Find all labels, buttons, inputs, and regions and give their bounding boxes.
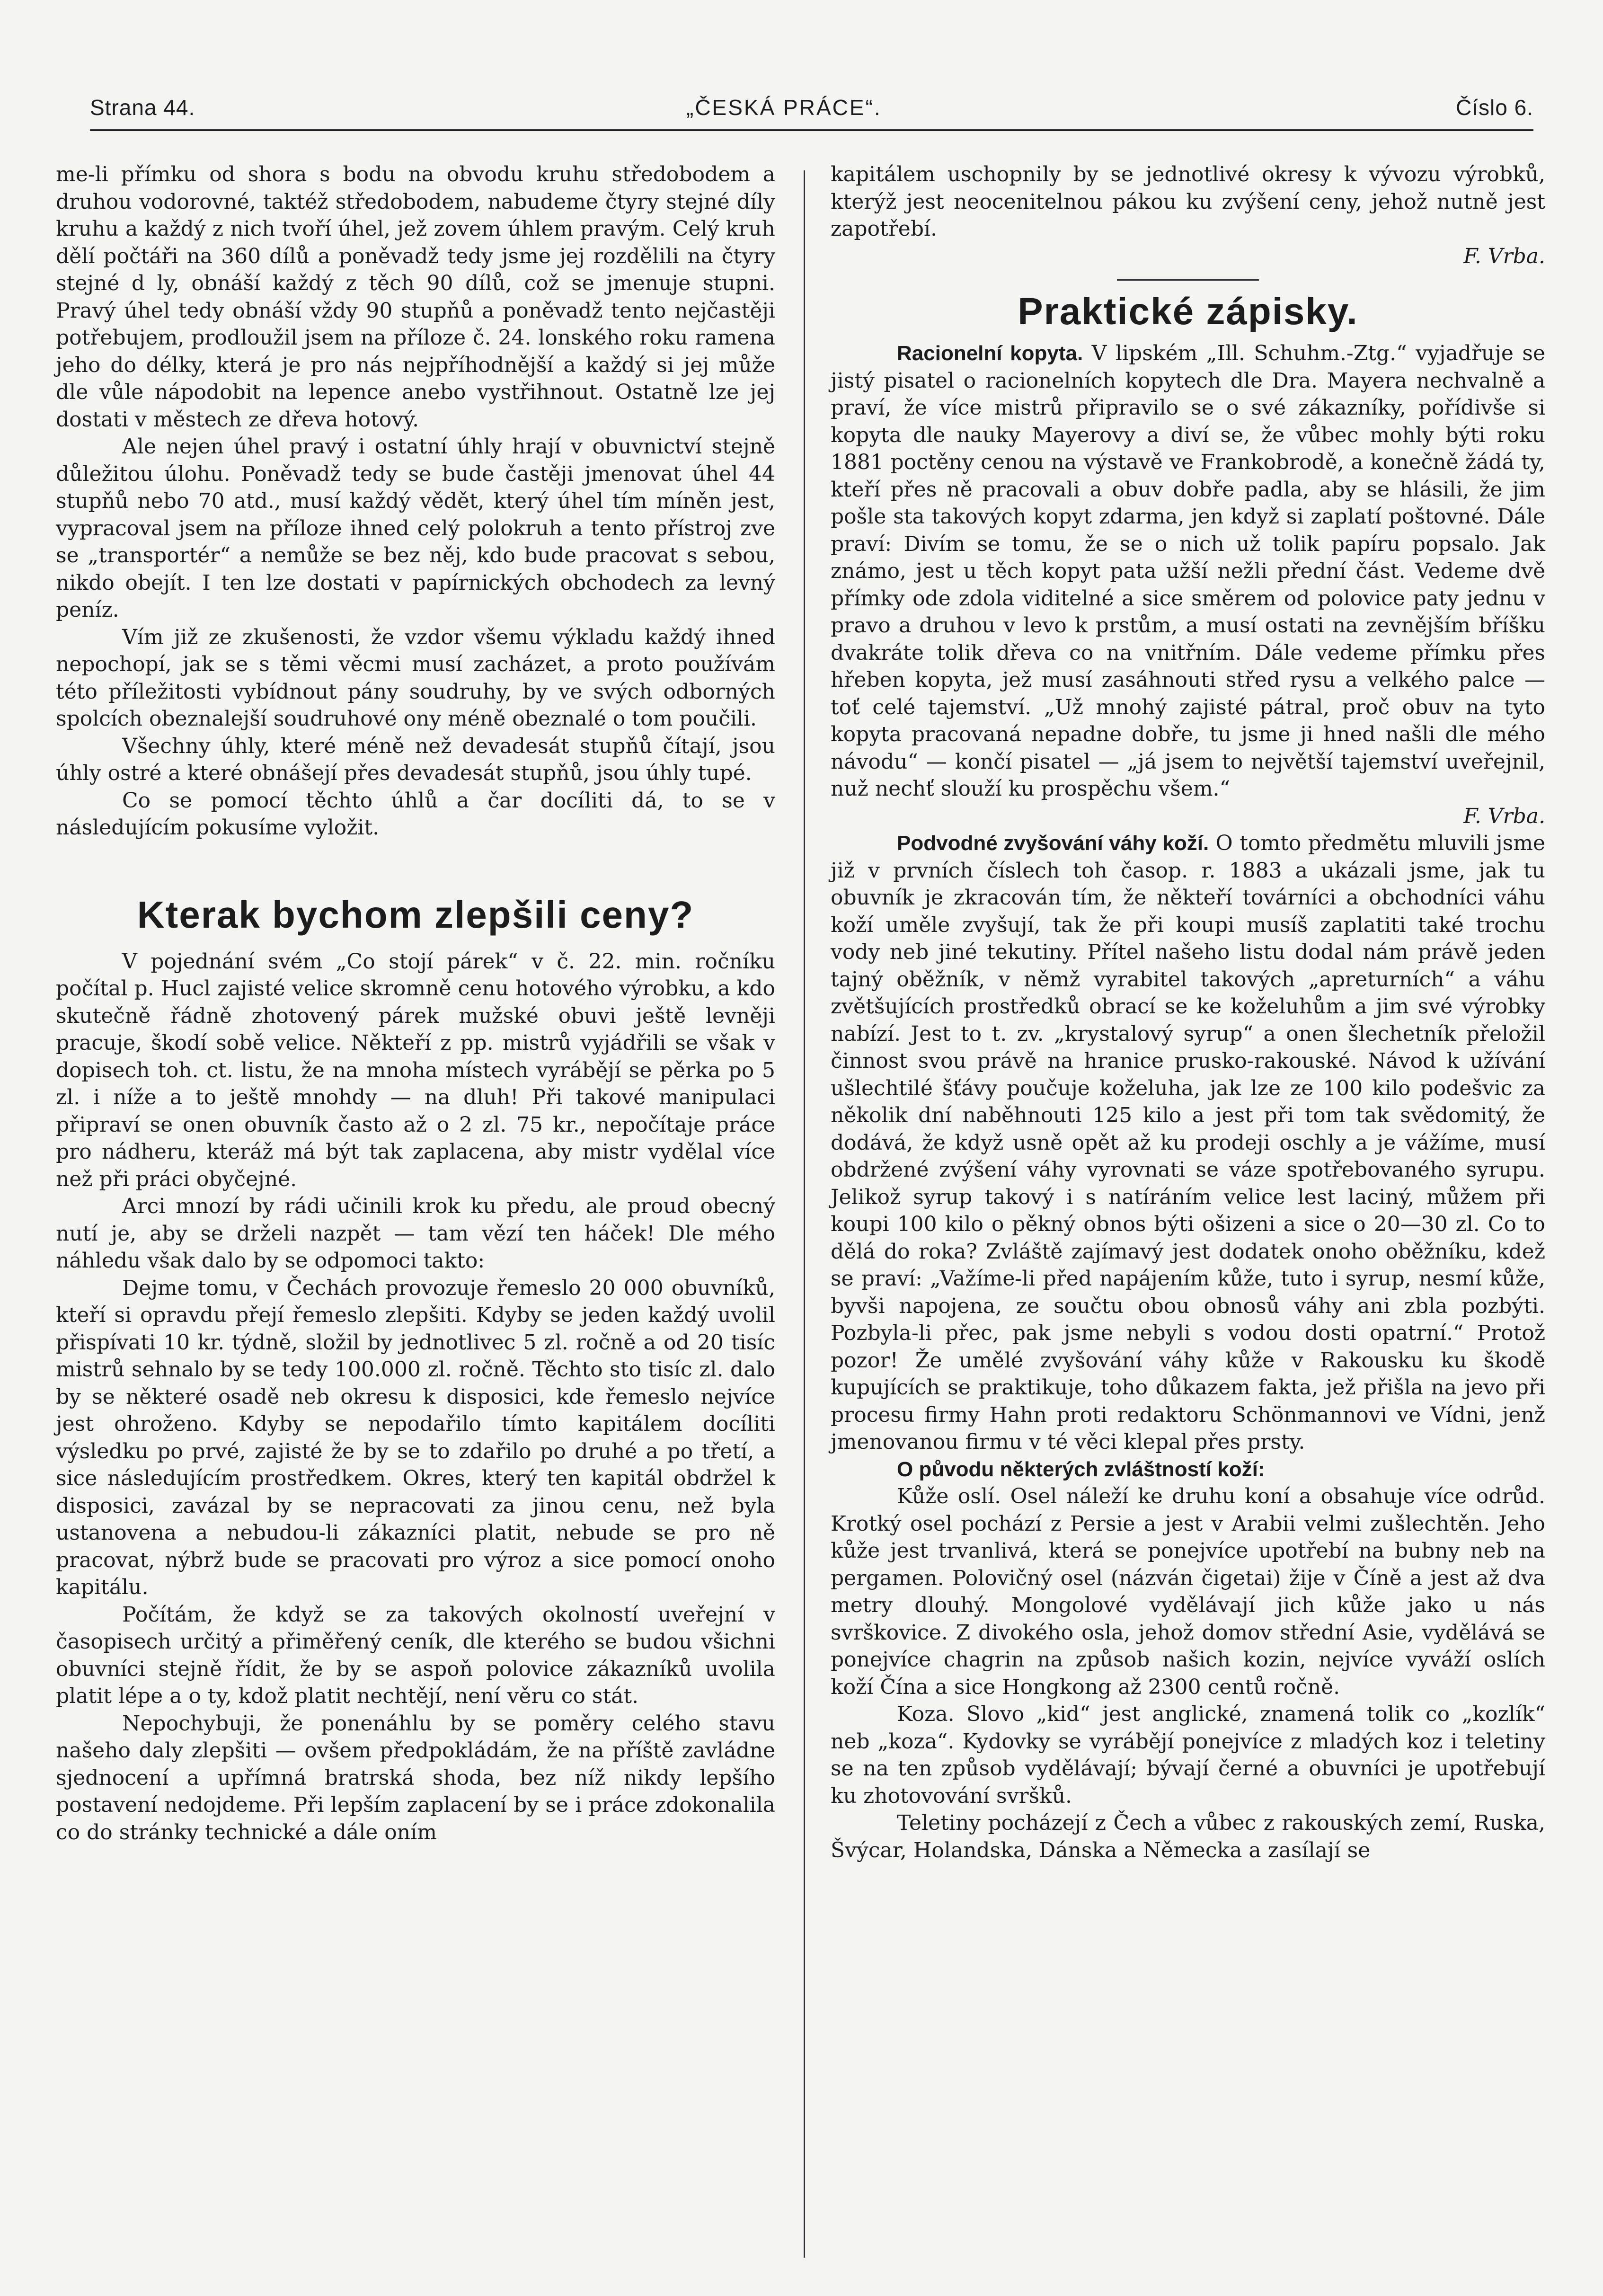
page-number: Strana 44.	[90, 95, 195, 120]
paragraph: me-li přímku od shora s bodu na obvodu kruhu středobodem a druhou vodorovné, taktéž středobodem, nabudeme čtyry stejné díly kruhu a každý z nich tvoří úhel, jež zovem úhlem pravým. Celý kruh dělí počtáři na 360 dílů a poněvadž tedy jsme jej rozdělili na čtyry stejné d ly, obnáší každý z těch 90 dílů, což se jmenuje stupni. Pravý úhel tedy obnáší vždy 90 stupňů a poněvadž tento nejčastěji potřebujem, prodloužil jsem na příloze č. 24. lonského roku ramena jeho do délky, která je pro nás nejpříhodnější a každý si jej může dle vůle nápodobit na lepence anebo vystřihnout. Ostatně lze jej dostati v městech ze dřeva hotový.	[56, 162, 775, 432]
paragraph: Počítám, že když se za takových okolností uveřejní v časopisech určitý a přiměřený ceník, dle kterého se budou všichni obuvníci stejně řídit, že by se aspoň polovice zákazníků uvolila platit lépe a o ty, kdož platit nechtějí, není věru co stát.	[56, 1602, 775, 1708]
paragraph: Všechny úhly, které méně než devadesát stupňů čítají, jsou úhly ostré a které obnášejí přes devadesát stupňů, jsou úhly tupé.	[56, 734, 775, 785]
paragraph: Koza. Slovo „kid“ jest anglické, znamená tolik co „kozlík“ neb „koza“. Kydovky se vyrábějí ponejvíce z mladých koz i teletiny se na ten způsob vydělávají; bývají černé a obuvníci je upotřebují ku zhotovování svršků.	[831, 1702, 1545, 1808]
paragraph: Dejme tomu, v Čechách provozuje řemeslo 20 000 obuvníků, kteří si opravdu přejí řemeslo zlepšiti. Kdyby se jeden každý uvolil přispívati 10 kr. týdně, složil by jednotlivec 5 zl. ročně a od 20 tisíc mistrů sehnalo by se tedy 100.000 zl. ročně. Těchto sto tisíc zl. dalo by se některé osadě neb okresu k disposici, kde řemeslo nejvíce jest ohroženo. Kdyby se nepodařilo tímto kapitálem docíliti výsledku po prvé, zajisté že by se to zdařilo po druhé a po třetí, a sice následujícím prostředkem. Okres, který ten kapitál obdržel k disposici, zavázal by se nepracovati za jinou cenu, než byla ustanovena a nebudou-li zákazníci platit, nebude se pro ně pracovat, nýbrž bude se pracovati pro výroz a sice pomocí onoho kapitálu.	[56, 1276, 775, 1599]
section-rule	[1117, 279, 1259, 281]
paragraph: Co se pomocí těchto úhlů a čar docíliti dá, to se v následujícím pokusíme vyložit.	[56, 788, 775, 840]
subheading: O původu některých zvláštností koží:	[897, 1457, 1265, 1481]
signature: F. Vrba.	[1463, 244, 1545, 268]
paragraph: kapitálem uschopnily by se jednotlivé okresy k vývozu výrobků, kterýž jest neocenitelnou pákou ku zvýšení ceny, jehož nutně jest zapotřebí.	[831, 162, 1545, 241]
paragraph: Nepochybuji, že ponenáhlu by se poměry celého stavu našeho daly zlepšiti — ovšem předpokládám, že na příště zavládne sjednocení a upřímná bratrská shoda, bez níž nikdy lepšího postavení nedojdeme. Při lepším zaplacení by se i práce zdokonalila co do stránky technické a dále oním	[56, 1711, 775, 1844]
paragraph: Kůže oslí. Osel náleží ke druhu koní a obsahuje více odrůd. Krotký osel pochází z Persie a jest v Arabii velmi zušlechtěn. Jeho kůže jest trvanlivá, která se ponejvíce upotřebí na bubny neb na pergamen. Polovičný osel (názván čigetai) žije v Číně a jest až dva metry dlouhý. Mongolové vydělávají jich kůže jako u nás svrškovice. Z divokého osla, jehož domov střední Asie, vydělává se ponejvíce chagrin na způsob našich kozin, nejvíce vyváží oslích koží Čína a sice Hongkong až 2300 centů ročně.	[831, 1484, 1545, 1699]
signature: F. Vrba.	[1463, 804, 1545, 828]
paragraph: V lipském „Ill. Schuhm.-Ztg.“ vyjadřuje se jistý pisatel o racionelních kopytech dle Dra. Mayera nechvalně a praví, že více mistrů připravilo se o své zákazníky, pořídivše si kopyta dle nauky Mayerovy a diví se, že vůbec mohly býti roku 1881 poctěny cenou na výstavě ve Frankobrodě, a konečně žádá ty, kteří přes ně pracovali a obuv dobře padla, aby se hlásili, že jim pošle sta takových kopyt zdarma, jen když si zaplatí poštovné. Dále praví: Divím se tomu, že se o nich už tolik papíru popsalo. Jak známo, jest u těch kopyt pata užší nežli přední část. Vedeme dvě přímky ode zdola viditelné a sice směrem od polovice paty jednu v pravo a druhou v levo k prstům, a musí ostati na zevnějším bříšku dvakráte tolik dřeva co na vnitřním. Dále vedeme přímku přes hřeben kopyta, jež musí zasáhnouti střed rysu a velkého palce — toť celé tajemství. „Už mnohý zajisté pátral, proč obuv na tyto kopyta pracovaná nepadne dobře, tu jsme ji hned našli dle mého návodu“ — končí pisatel — „já jsem to největší tajemství uveřejnil, nuž nechť slouží ku prospěchu všem.“	[831, 341, 1545, 801]
paragraph: V pojednání svém „Co stojí párek“ v č. 22. min. ročníku počítal p. Hucl zajisté velice skromně cenu hotového výrobku, a kdo skutečně řádně zhotovený párek mužské obuvi ještě levněji pracuje, škodí sobě velice. Někteří z pp. mistrů vyjádřili se však v dopisech toh. ct. listu, že na mnoha místech vyrábějí se pěrka po 5 zl. i níže a to ještě mnohdy — na dluh! Při takové manipulaci připraví se onen obuvník často až o 2 zl. 75 kr., nepočítaje práce pro nádheru, kteráž má být tak zaplacena, aby mistr vydělal více než při práci obyčejné.	[56, 949, 775, 1191]
column-divider	[804, 170, 805, 2258]
right-column	[831, 161, 1545, 1864]
article-title: Kterak bychom zlepšili ceny?	[137, 893, 694, 936]
subheading: Racionelní kopyta.	[897, 342, 1083, 365]
page-header	[90, 88, 1533, 125]
spacer	[56, 842, 775, 894]
spacer	[56, 936, 775, 948]
journal-title: „ČESKÁ PRÁCE“.	[686, 95, 882, 120]
header-rule	[90, 129, 1533, 131]
section-title: Praktické zápisky.	[1018, 290, 1358, 332]
paragraph: Vím již ze zkušenosti, že vzdor všemu výkladu každý ihned nepochopí, jak se s těmi věcmi musí zacházet, a proto používám této příležitosti vybídnout pány soudruhy, by ve svých odborných spolcích obeznalejší soudruhové ony méně obeznalé o tom poučili.	[56, 625, 775, 731]
paragraph: Teletiny pocházejí z Čech a vůbec z rakouských zemí, Ruska, Švýcar, Holandska, Dánska a Německa a zasílají se	[831, 1811, 1545, 1862]
paragraph: Ale nejen úhel pravý i ostatní úhly hrají v obuvnictví stejně důležitou úlohu. Poněvadž tedy se bude častěji jmenovat úhel 44 stupňů nebo 70 atd., musí každý vědět, který úhel tím míněn jest, vypracoval jsem na příloze ihned celý polokruh a tento přístroj zve se „transportér“ a nemůže se bez něj, kdo bude pracovat s sebou, nikdo obejít. I ten lze dostati v papírnických obchodech za levný peníz.	[56, 434, 775, 622]
paragraph: O tomto předmětu mluvili jsme již v prvních číslech toh časop. r. 1883 a ukázali jsme, jak tu obuvník je zkracován tím, že někteří továrníci a obchodníci váhu koží uměle zvyšují, tak že při koupi musíš zaplatiti také trochu vody neb jiné tekutiny. Přítel našeho listu dodal nám právě jeden tajný oběžník, v němž vyrabitel takových „apreturních“ a váhu zvětšujících prostředků obrací se ke koželuhům a jim své výrobky nabízí. Jest to t. zv. „krystalový syrup“ a onen šlechetník přeložil činnost svou právě na hranice prusko-rakouské. Návod k užívání ušlechtilé šťávy poučuje koželuha, jak lze ze 100 kilo podešvic za několik dní naběhnouti 125 kilo a jest při tom tak svědomitý, že dodává, že když usně opět až ku prodeji oschly a je vážíme, musí obdržené zvýšení váhy vyrovnati se váze spotřebovaného syrupu. Jelikož syrup takový i s natíráním velice lest laciný, můžem při koupi 100 kilo o pěkný obnos býti ošizeni a sice o 20—30 zl. Co to dělá do roka? Zvláště zajímavý jest dodatek onoho oběžníku, kdež se praví: „Važíme-li před napájením kůže, tuto i syrup, nesmí kůže, byvši napojena, ze součtu obou obnosů váhy ani zbla pozbýti. Pozbyla-li přec, pak jsme nebyli s vodou dosti opatrní.“ Protož pozor! Že umělé zvyšování váhy kůže v Rakousku ku škodě kupujících se praktikuje, toho důkazem fakta, jež přišla na jevo při procesu firmy Hahn proti redaktoru Schönmannovi ve Vídni, jenž jmenovanou firmu v té věci klepal přes prsty.	[831, 831, 1545, 1454]
subheading: Podvodné zvyšování váhy koží.	[897, 832, 1209, 855]
left-column	[56, 161, 775, 1846]
spacer	[831, 333, 1545, 340]
paragraph: Arci mnozí by rádi učinili krok ku předu, ale proud obecný nutí je, aby se drželi nazpět — tam vězí ten háček! Dle mého náhledu však dalo by se odpomoci takto:	[56, 1194, 775, 1273]
issue-number: Číslo 6.	[1456, 95, 1533, 120]
